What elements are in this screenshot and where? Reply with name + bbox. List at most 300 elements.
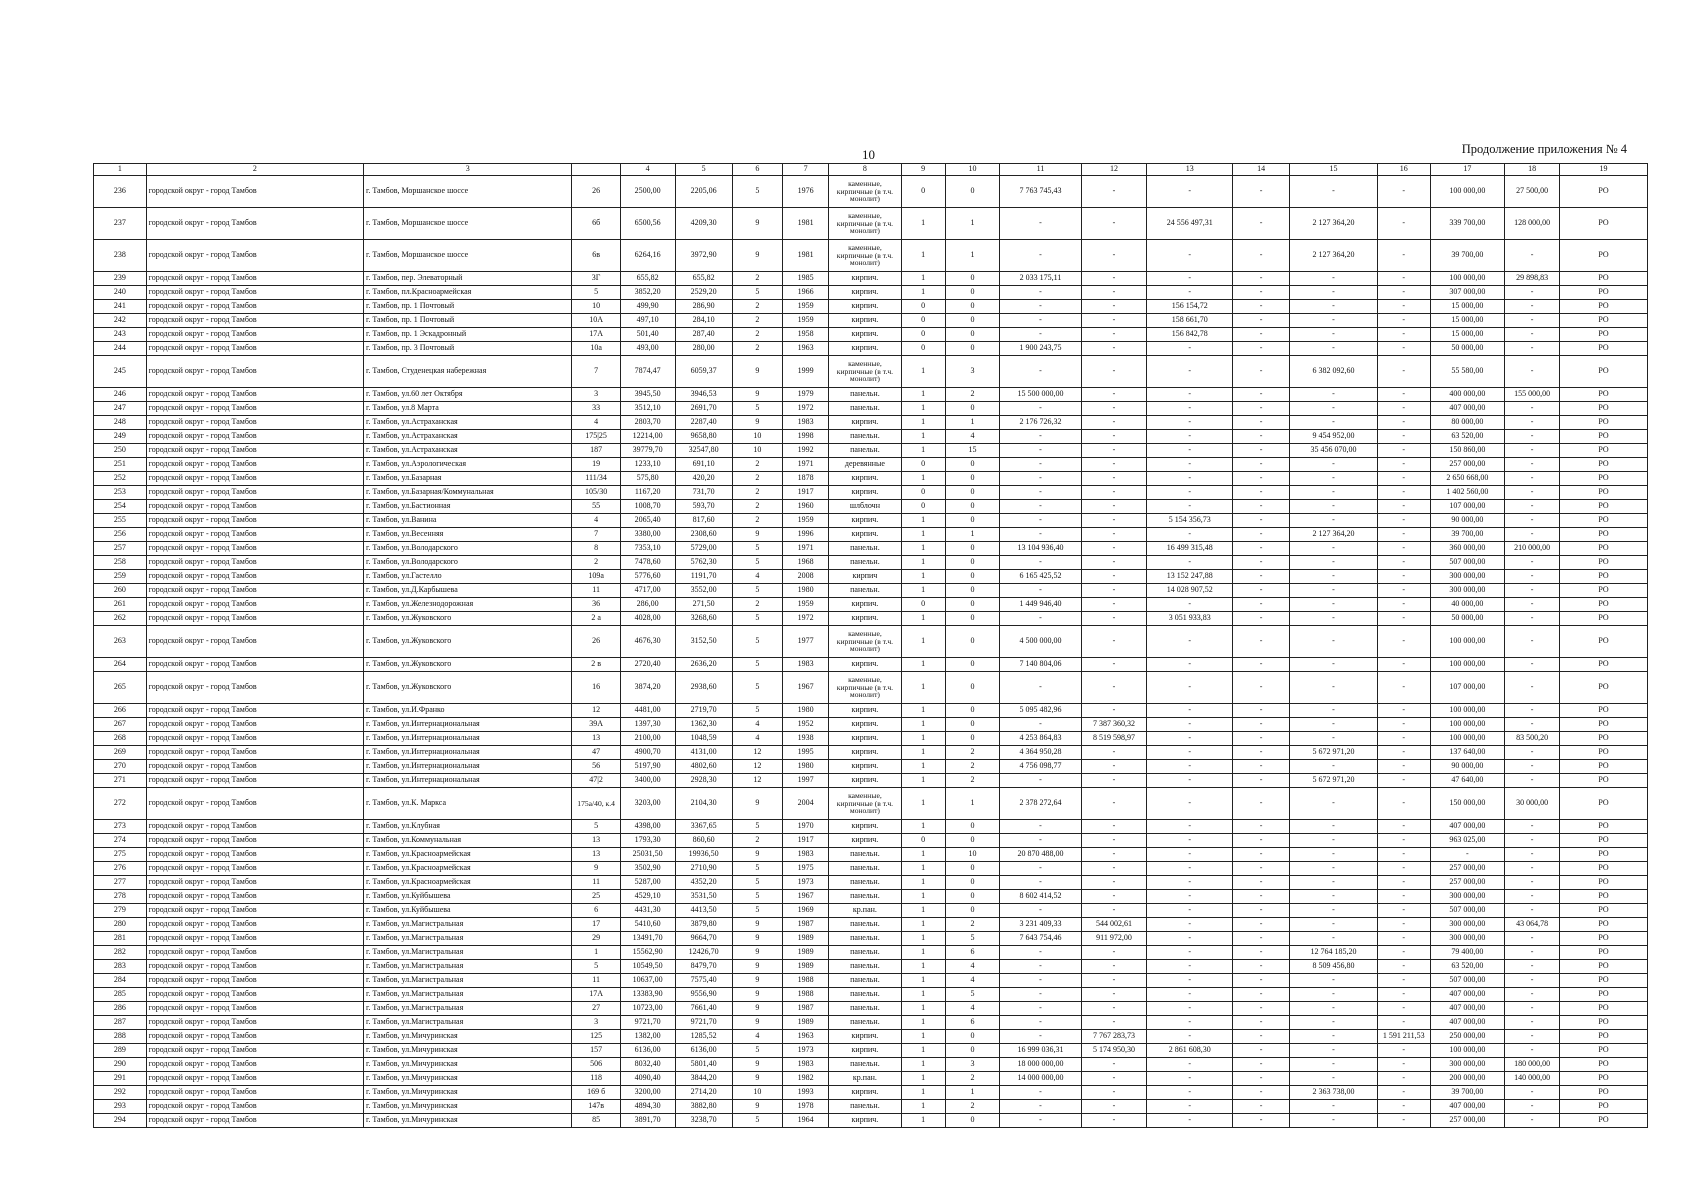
cell-c12: - <box>1081 356 1147 388</box>
cell-c18: - <box>1505 1114 1560 1128</box>
cell-c18: - <box>1505 458 1560 472</box>
cell-c17: 80 000,00 <box>1430 416 1505 430</box>
cell-c17: 257 000,00 <box>1430 458 1505 472</box>
cell-row-number: 256 <box>94 528 147 542</box>
cell-c15: - <box>1290 1114 1378 1128</box>
cell-address: г. Тамбов, ул.Железнодорожная <box>363 598 572 612</box>
cell-living-area: 7661,40 <box>675 1002 732 1016</box>
cell-living-area: 287,40 <box>675 328 732 342</box>
cell-c16: - <box>1377 208 1430 240</box>
cell-c18: - <box>1505 774 1560 788</box>
cell-municipality: городской округ - город Тамбов <box>146 760 363 774</box>
cell-year-built: 1979 <box>783 388 829 402</box>
cell-total-area: 655,82 <box>620 272 675 286</box>
cell-floors: 12 <box>732 774 782 788</box>
cell-c13: - <box>1147 342 1233 356</box>
cell-c17: 39 700,00 <box>1430 528 1505 542</box>
table-row <box>94 1100 1648 1114</box>
cell-c15: - <box>1290 598 1378 612</box>
cell-row-number: 259 <box>94 570 147 584</box>
cell-year-built: 1988 <box>783 988 829 1002</box>
cell-municipality: городской округ - город Тамбов <box>146 514 363 528</box>
cell-c15: - <box>1290 862 1378 876</box>
cell-living-area: 2205,06 <box>675 176 732 208</box>
cell-row-number: 255 <box>94 514 147 528</box>
cell-municipality: городской округ - город Тамбов <box>146 342 363 356</box>
cell-c12: - <box>1081 760 1147 774</box>
cell-c14: - <box>1233 746 1290 760</box>
cell-c18: - <box>1505 932 1560 946</box>
table-row <box>94 1086 1648 1100</box>
cell-c12: - <box>1081 704 1147 718</box>
cell-c13: - <box>1147 760 1233 774</box>
cell-house-number: 26 <box>572 626 620 658</box>
cell-address: г. Тамбов, ул.Гастелло <box>363 570 572 584</box>
cell-c13: 156 842,78 <box>1147 328 1233 342</box>
cell-c11: 13 104 936,40 <box>1000 542 1081 556</box>
cell-house-number: 125 <box>572 1030 620 1044</box>
cell-c13: - <box>1147 430 1233 444</box>
cell-c19: РО <box>1560 542 1648 556</box>
cell-total-area: 286,00 <box>620 598 675 612</box>
cell-living-area: 1191,70 <box>675 570 732 584</box>
cell-address: г. Тамбов, ул.К. Маркса <box>363 788 572 820</box>
cell-c17: 15 000,00 <box>1430 300 1505 314</box>
cell-c14: - <box>1233 960 1290 974</box>
cell-c11: - <box>1000 286 1081 300</box>
cell-address: г. Тамбов, ул.Красноармейская <box>363 848 572 862</box>
cell-house-number: 169 б <box>572 1086 620 1100</box>
cell-c17: 90 000,00 <box>1430 514 1505 528</box>
cell-c9: 1 <box>901 612 945 626</box>
cell-c10: 1 <box>945 208 1000 240</box>
cell-c16: - <box>1377 528 1430 542</box>
cell-address: г. Тамбов, Моршанское шоссе <box>363 208 572 240</box>
cell-floors: 2 <box>732 472 782 486</box>
cell-address: г. Тамбов, ул.Володарского <box>363 542 572 556</box>
cell-c18: - <box>1505 328 1560 342</box>
cell-total-area: 3891,70 <box>620 1114 675 1128</box>
cell-total-area: 8032,40 <box>620 1058 675 1072</box>
cell-c14: - <box>1233 988 1290 1002</box>
cell-municipality: городской округ - город Тамбов <box>146 774 363 788</box>
table-row <box>94 444 1648 458</box>
cell-total-area: 13383,90 <box>620 988 675 1002</box>
cell-c13: - <box>1147 458 1233 472</box>
cell-c10: 0 <box>945 1030 1000 1044</box>
cell-c19: РО <box>1560 458 1648 472</box>
cell-wall-material: панельн. <box>829 1002 901 1016</box>
cell-address: г. Тамбов, ул.И.Франко <box>363 704 572 718</box>
cell-c9: 1 <box>901 946 945 960</box>
cell-c12: - <box>1081 486 1147 500</box>
cell-house-number: 7 <box>572 356 620 388</box>
cell-c16: - <box>1377 862 1430 876</box>
cell-municipality: городской округ - город Тамбов <box>146 788 363 820</box>
cell-c17: 407 000,00 <box>1430 1002 1505 1016</box>
table-row <box>94 732 1648 746</box>
cell-living-area: 4413,50 <box>675 904 732 918</box>
cell-floors: 9 <box>732 388 782 402</box>
cell-address: г. Тамбов, ул.Куйбышева <box>363 890 572 904</box>
cell-wall-material: каменные, кирпичные (в т.ч. монолит) <box>829 626 901 658</box>
cell-c10: 0 <box>945 704 1000 718</box>
cell-address: г. Тамбов, ул.Жуковского <box>363 612 572 626</box>
cell-c11: 1 900 243,75 <box>1000 342 1081 356</box>
cell-c9: 0 <box>901 314 945 328</box>
cell-living-area: 3152,50 <box>675 626 732 658</box>
column-header-3 <box>572 164 620 176</box>
cell-c11: - <box>1000 1086 1081 1100</box>
cell-c17: 250 000,00 <box>1430 1030 1505 1044</box>
cell-c9: 1 <box>901 760 945 774</box>
cell-c12: - <box>1081 500 1147 514</box>
cell-c19: РО <box>1560 760 1648 774</box>
cell-address: г. Тамбов, ул.Коммунальная <box>363 834 572 848</box>
cell-c15: - <box>1290 300 1378 314</box>
cell-c13: - <box>1147 356 1233 388</box>
cell-c15: - <box>1290 1016 1378 1030</box>
cell-c12: - <box>1081 862 1147 876</box>
cell-row-number: 248 <box>94 416 147 430</box>
cell-c19: РО <box>1560 788 1648 820</box>
cell-c13: - <box>1147 960 1233 974</box>
cell-c16: - <box>1377 626 1430 658</box>
cell-c9: 1 <box>901 1072 945 1086</box>
table-row <box>94 704 1648 718</box>
cell-house-number: 16 <box>572 672 620 704</box>
cell-municipality: городской округ - город Тамбов <box>146 1058 363 1072</box>
cell-year-built: 2008 <box>783 570 829 584</box>
cell-address: г. Тамбов, ул.Магистральная <box>363 988 572 1002</box>
cell-c16: - <box>1377 556 1430 570</box>
cell-municipality: городской округ - город Тамбов <box>146 430 363 444</box>
cell-municipality: городской округ - город Тамбов <box>146 1114 363 1128</box>
cell-total-area: 3874,20 <box>620 672 675 704</box>
cell-municipality: городской округ - город Тамбов <box>146 528 363 542</box>
column-header-10: 10 <box>945 164 1000 176</box>
table-row <box>94 388 1648 402</box>
table-row <box>94 542 1648 556</box>
column-header-13: 13 <box>1147 164 1233 176</box>
cell-wall-material: кирпич. <box>829 732 901 746</box>
cell-municipality: городской округ - город Тамбов <box>146 598 363 612</box>
cell-c14: - <box>1233 1114 1290 1128</box>
cell-year-built: 1959 <box>783 314 829 328</box>
cell-floors: 2 <box>732 300 782 314</box>
cell-total-area: 39779,70 <box>620 444 675 458</box>
table-row <box>94 960 1648 974</box>
cell-municipality: городской округ - город Тамбов <box>146 388 363 402</box>
cell-total-area: 3200,00 <box>620 1086 675 1100</box>
cell-floors: 5 <box>732 1114 782 1128</box>
cell-c15: - <box>1290 584 1378 598</box>
cell-c17: 100 000,00 <box>1430 272 1505 286</box>
cell-floors: 9 <box>732 1016 782 1030</box>
cell-municipality: городской округ - город Тамбов <box>146 890 363 904</box>
cell-address: г. Тамбов, ул.Жуковского <box>363 658 572 672</box>
cell-c15: - <box>1290 612 1378 626</box>
cell-floors: 2 <box>732 500 782 514</box>
cell-c11: - <box>1000 514 1081 528</box>
cell-address: г. Тамбов, ул.Магистральная <box>363 1002 572 1016</box>
cell-c18: - <box>1505 286 1560 300</box>
cell-c14: - <box>1233 1086 1290 1100</box>
cell-c12: - <box>1081 444 1147 458</box>
cell-municipality: городской округ - город Тамбов <box>146 658 363 672</box>
cell-municipality: городской округ - город Тамбов <box>146 1044 363 1058</box>
cell-wall-material: кирпич. <box>829 528 901 542</box>
cell-c16: - <box>1377 974 1430 988</box>
cell-living-area: 4209,30 <box>675 208 732 240</box>
cell-c12: - <box>1081 208 1147 240</box>
column-header-12: 12 <box>1081 164 1147 176</box>
cell-c16: - <box>1377 904 1430 918</box>
cell-c13: - <box>1147 672 1233 704</box>
cell-c14: - <box>1233 314 1290 328</box>
cell-house-number: 25 <box>572 890 620 904</box>
cell-living-area: 9556,90 <box>675 988 732 1002</box>
cell-row-number: 270 <box>94 760 147 774</box>
cell-year-built: 1985 <box>783 272 829 286</box>
cell-c13: - <box>1147 286 1233 300</box>
cell-wall-material: каменные, кирпичные (в т.ч. монолит) <box>829 176 901 208</box>
cell-c17: 507 000,00 <box>1430 904 1505 918</box>
cell-house-number: 2 <box>572 556 620 570</box>
cell-c11: 7 763 745,43 <box>1000 176 1081 208</box>
cell-c17: 63 520,00 <box>1430 430 1505 444</box>
cell-c19: РО <box>1560 240 1648 272</box>
table-row <box>94 1058 1648 1072</box>
cell-municipality: городской округ - город Тамбов <box>146 848 363 862</box>
cell-c13: - <box>1147 904 1233 918</box>
cell-c17: 400 000,00 <box>1430 388 1505 402</box>
cell-c13: - <box>1147 718 1233 732</box>
cell-c19: РО <box>1560 1030 1648 1044</box>
cell-c19: РО <box>1560 472 1648 486</box>
table-row <box>94 820 1648 834</box>
cell-total-area: 5197,90 <box>620 760 675 774</box>
cell-c15: - <box>1290 918 1378 932</box>
cell-total-area: 7874,47 <box>620 356 675 388</box>
cell-c18: - <box>1505 342 1560 356</box>
cell-living-area: 5762,30 <box>675 556 732 570</box>
cell-address: г. Тамбов, ул.Интернациональная <box>363 746 572 760</box>
column-header-11: 11 <box>1000 164 1081 176</box>
cell-c9: 1 <box>901 974 945 988</box>
cell-house-number: 118 <box>572 1072 620 1086</box>
cell-total-area: 7353,10 <box>620 542 675 556</box>
cell-living-area: 860,60 <box>675 834 732 848</box>
cell-row-number: 240 <box>94 286 147 300</box>
cell-c15: - <box>1290 1044 1378 1058</box>
cell-house-number: 2 в <box>572 658 620 672</box>
cell-c18: - <box>1505 612 1560 626</box>
cell-c16: - <box>1377 1072 1430 1086</box>
cell-wall-material: каменные, кирпичные (в т.ч. монолит) <box>829 672 901 704</box>
cell-municipality: городской округ - город Тамбов <box>146 1100 363 1114</box>
cell-c12: - <box>1081 272 1147 286</box>
cell-house-number: 11 <box>572 974 620 988</box>
cell-address: г. Тамбов, Моршанское шоссе <box>363 240 572 272</box>
cell-c11: - <box>1000 1002 1081 1016</box>
table-row <box>94 1044 1648 1058</box>
cell-municipality: городской округ - город Тамбов <box>146 1072 363 1086</box>
cell-row-number: 257 <box>94 542 147 556</box>
cell-c10: 0 <box>945 626 1000 658</box>
cell-living-area: 691,10 <box>675 458 732 472</box>
cell-c9: 1 <box>901 774 945 788</box>
cell-total-area: 4431,30 <box>620 904 675 918</box>
cell-house-number: 10 <box>572 300 620 314</box>
cell-c17: 407 000,00 <box>1430 402 1505 416</box>
cell-municipality: городской округ - город Тамбов <box>146 704 363 718</box>
cell-house-number: 506 <box>572 1058 620 1072</box>
cell-house-number: 47|2 <box>572 774 620 788</box>
cell-wall-material: панельн. <box>829 946 901 960</box>
cell-c16: - <box>1377 988 1430 1002</box>
cell-c10: 0 <box>945 402 1000 416</box>
cell-c17: 107 000,00 <box>1430 500 1505 514</box>
cell-c15: - <box>1290 932 1378 946</box>
cell-c10: 0 <box>945 876 1000 890</box>
cell-house-number: 175а/40, к.4 <box>572 788 620 820</box>
cell-c16: - <box>1377 176 1430 208</box>
cell-c10: 0 <box>945 834 1000 848</box>
cell-living-area: 2938,60 <box>675 672 732 704</box>
cell-living-area: 731,70 <box>675 486 732 500</box>
table-row <box>94 272 1648 286</box>
cell-total-area: 2100,00 <box>620 732 675 746</box>
cell-c10: 0 <box>945 890 1000 904</box>
cell-house-number: 13 <box>572 848 620 862</box>
cell-c9: 0 <box>901 328 945 342</box>
table-row <box>94 746 1648 760</box>
cell-c11: - <box>1000 876 1081 890</box>
cell-year-built: 1997 <box>783 774 829 788</box>
cell-c12: - <box>1081 388 1147 402</box>
cell-c17: 507 000,00 <box>1430 556 1505 570</box>
cell-c11: - <box>1000 612 1081 626</box>
cell-c12: - <box>1081 570 1147 584</box>
cell-c14: - <box>1233 542 1290 556</box>
cell-c10: 1 <box>945 240 1000 272</box>
table-row <box>94 612 1648 626</box>
cell-c15: - <box>1290 820 1378 834</box>
cell-total-area: 5287,00 <box>620 876 675 890</box>
cell-year-built: 1992 <box>783 444 829 458</box>
cell-living-area: 19936,50 <box>675 848 732 862</box>
cell-row-number: 276 <box>94 862 147 876</box>
cell-year-built: 1981 <box>783 240 829 272</box>
cell-c9: 1 <box>901 240 945 272</box>
table-row <box>94 514 1648 528</box>
cell-c9: 1 <box>901 626 945 658</box>
cell-c16: - <box>1377 732 1430 746</box>
cell-municipality: городской округ - город Тамбов <box>146 1016 363 1030</box>
cell-c13: - <box>1147 918 1233 932</box>
cell-total-area: 4481,00 <box>620 704 675 718</box>
cell-c10: 0 <box>945 718 1000 732</box>
cell-living-area: 3367,65 <box>675 820 732 834</box>
cell-living-area: 9658,80 <box>675 430 732 444</box>
cell-c9: 1 <box>901 542 945 556</box>
cell-living-area: 3268,60 <box>675 612 732 626</box>
cell-row-number: 292 <box>94 1086 147 1100</box>
cell-floors: 2 <box>732 598 782 612</box>
cell-living-area: 3879,80 <box>675 918 732 932</box>
cell-c13: - <box>1147 626 1233 658</box>
cell-c19: РО <box>1560 1058 1648 1072</box>
cell-year-built: 1980 <box>783 704 829 718</box>
cell-c19: РО <box>1560 388 1648 402</box>
cell-wall-material: каменные, кирпичные (в т.ч. монолит) <box>829 208 901 240</box>
cell-c9: 1 <box>901 672 945 704</box>
cell-c13: - <box>1147 732 1233 746</box>
cell-c12: - <box>1081 416 1147 430</box>
cell-wall-material: каменные, кирпичные (в т.ч. монолит) <box>829 356 901 388</box>
cell-municipality: городской округ - город Тамбов <box>146 904 363 918</box>
cell-c10: 2 <box>945 1072 1000 1086</box>
cell-c14: - <box>1233 1058 1290 1072</box>
cell-c11: - <box>1000 1016 1081 1030</box>
cell-c13: - <box>1147 658 1233 672</box>
cell-c13: - <box>1147 240 1233 272</box>
cell-c15: - <box>1290 1100 1378 1114</box>
cell-year-built: 1958 <box>783 328 829 342</box>
cell-c11: 8 602 414,52 <box>1000 890 1081 904</box>
cell-living-area: 593,70 <box>675 500 732 514</box>
cell-c11: 20 870 488,00 <box>1000 848 1081 862</box>
cell-c18: 140 000,00 <box>1505 1072 1560 1086</box>
cell-wall-material: кирпич. <box>829 314 901 328</box>
cell-c18: - <box>1505 834 1560 848</box>
table-row <box>94 890 1648 904</box>
cell-c14: - <box>1233 1100 1290 1114</box>
cell-c19: РО <box>1560 486 1648 500</box>
cell-house-number: 17А <box>572 328 620 342</box>
cell-c18: - <box>1505 1044 1560 1058</box>
cell-year-built: 1980 <box>783 760 829 774</box>
table-row <box>94 356 1648 388</box>
cell-c13: - <box>1147 1002 1233 1016</box>
cell-living-area: 3844,20 <box>675 1072 732 1086</box>
cell-c14: - <box>1233 1072 1290 1086</box>
cell-c13: - <box>1147 1114 1233 1128</box>
cell-c9: 1 <box>901 1016 945 1030</box>
column-header-0: 1 <box>94 164 147 176</box>
cell-c19: РО <box>1560 834 1648 848</box>
cell-address: г. Тамбов, ул.Куйбышева <box>363 904 572 918</box>
cell-wall-material: кирпич. <box>829 472 901 486</box>
cell-row-number: 274 <box>94 834 147 848</box>
table-row <box>94 862 1648 876</box>
cell-total-area: 3203,00 <box>620 788 675 820</box>
cell-c14: - <box>1233 208 1290 240</box>
table-row <box>94 300 1648 314</box>
cell-c18: 83 500,20 <box>1505 732 1560 746</box>
cell-wall-material: панельн. <box>829 556 901 570</box>
cell-house-number: 47 <box>572 746 620 760</box>
cell-house-number: 147в <box>572 1100 620 1114</box>
cell-c10: 2 <box>945 774 1000 788</box>
cell-municipality: городской округ - город Тамбов <box>146 570 363 584</box>
cell-c13: - <box>1147 1016 1233 1030</box>
cell-c9: 1 <box>901 1100 945 1114</box>
cell-c12: - <box>1081 848 1147 862</box>
cell-row-number: 268 <box>94 732 147 746</box>
cell-c11: 6 165 425,52 <box>1000 570 1081 584</box>
